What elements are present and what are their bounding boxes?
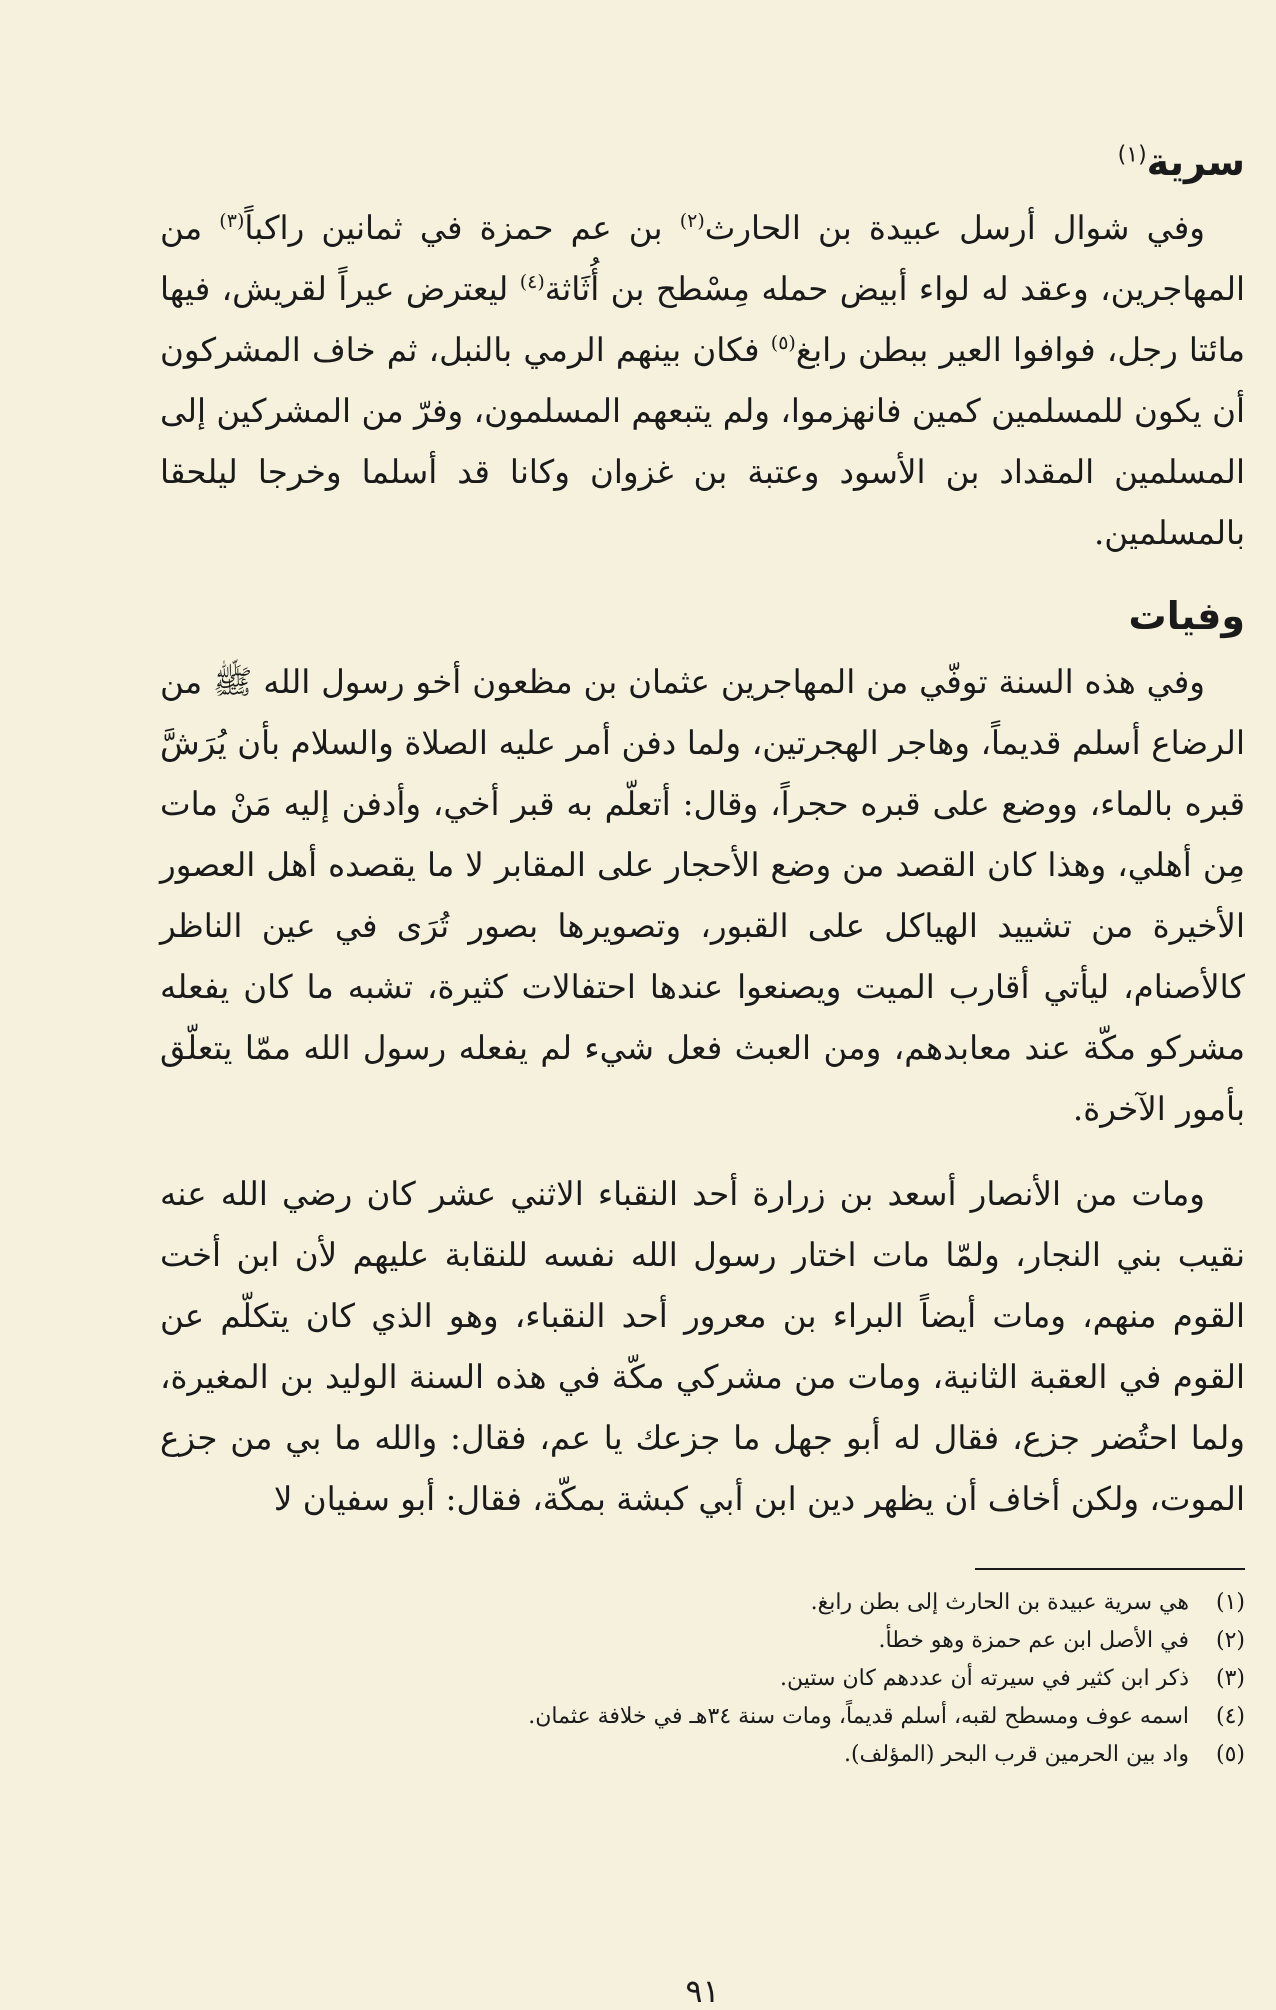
footnote-number: (٤): [1215, 1704, 1245, 1729]
text-run: وفي هذه السنة توفّي من المهاجرين عثمان بن مظعون أخو رسول الله ﷺ من الرضاع أسلم قديماً، وهاجر الهجرتين، ولما دفن أمر عليه الصلاة والسلام بأن يُرَشَّ قبره بالماء، ووضع على قبره حجراً، وقال: أتعلّم به قبر أخي، وأدفن إليه مَنْ مات مِن أهلي، وهذا كان القصد من وضع الأحجار على المقابر لا ما يقصده أهل العصور الأخيرة من تشييد الهياكل على القبور، وتصويرها بصور تُرَى في عين الناظر كالأصنام، ليأتي أقارب الميت ويصنعوا عندها احتفالات كثيرة، تشبه ما كان يفعله مشركو مكّة عند معابدهم، ومن العبث فعل شيء لم يفعله رسول الله ممّا يتعلّق بأمور الآخرة.: [160, 663, 1245, 1128]
paragraph-asad-ibn-zurara: [160, 1164, 1245, 1530]
text-run: ومات من الأنصار أسعد بن زرارة أحد النقباء الاثني عشر كان رضي الله عنه نقيب بني النجار، ولمّا مات اختار رسول الله نفسه للنقابة عليهم لأن ابن أخت القوم منهم، ومات أيضاً البراء بن معرور أحد النقباء، وهو الذي كان يتكلّم عن القوم في العقبة الثانية، ومات من مشركي مكّة في هذه السنة الوليد بن المغيرة، ولما احتُضر جزع، فقال له أبو جهل ما جزعك يا عم، فقال: والله ما بي من جزع الموت، ولكن أخاف أن يظهر دين ابن أبي كبشة بمكّة، فقال: أبو سفيان لا: [160, 1175, 1245, 1518]
footnote-text: في الأصل ابن عم حمزة وهو خطأ.: [878, 1628, 1189, 1653]
paragraph-gap: [160, 1140, 1245, 1164]
text-run: فكان بينهم الرمي بالنبل، ثم خاف المشركون أن يكون للمسلمين كمين فانهزموا، ولم يتبعهم المسلمون، وفرّ من المشركين إلى المسلمين المقداد بن الأسود وعتبة بن غزوان وكانا قد أسلما وخرجا ليلحقا بالمسلمين.: [160, 331, 1245, 552]
footnote-ref: (٢): [679, 210, 705, 233]
book-page: [160, 140, 1246, 2010]
text-run: ليعترض عيراً لقريش، فيها مائتا رجل، فوافوا العير ببطن رابغ: [160, 270, 1245, 369]
footnote-number: (٢): [1215, 1628, 1245, 1653]
footnotes-list: [160, 1584, 1245, 1774]
heading-footnote-ref: (١): [1117, 142, 1147, 168]
footnote-number: (٣): [1215, 1666, 1245, 1691]
footnote-item: [160, 1622, 1245, 1660]
footnote-text: ذكر ابن كثير في سيرته أن عددهم كان ستين.: [780, 1666, 1189, 1691]
text-run: من المهاجرين، وعقد له لواء أبيض حمله مِسْطح بن أُثَاثة: [160, 209, 1246, 308]
footnote-separator: [975, 1568, 1245, 1570]
text-run: بن عم حمزة في ثمانين راكباً: [244, 209, 680, 247]
footnote-number: (٥): [1215, 1742, 1245, 1767]
footnote-item: [160, 1660, 1245, 1698]
section-heading-sariyya: [160, 140, 1245, 184]
paragraph-uthman-ibn-mazun: [160, 652, 1245, 1140]
footnote-text: اسمه عوف ومسطح لقبه، أسلم قديماً، ومات سنة ٣٤هـ في خلافة عثمان.: [528, 1704, 1189, 1729]
paragraph-sariyya: [160, 198, 1245, 564]
section-title: وفيات: [1128, 594, 1245, 638]
section-heading-wafayat: [160, 594, 1245, 638]
text-run: وفي شوال أرسل عبيدة بن الحارث: [704, 209, 1205, 247]
footnote-item: [160, 1584, 1245, 1622]
footnote-text: واد بين الحرمين قرب البحر (المؤلف).: [843, 1742, 1189, 1767]
footnote-ref: (٣): [219, 210, 245, 233]
footnote-ref: (٥): [770, 332, 796, 355]
footnote-number: (١): [1215, 1590, 1245, 1615]
footnote-item: [160, 1698, 1245, 1736]
footnote-item: [160, 1736, 1245, 1774]
page-number: ٩١: [685, 1972, 720, 2010]
footnote-text: هي سرية عبيدة بن الحارث إلى بطن رابغ.: [810, 1590, 1189, 1615]
section-title: سرية: [1146, 140, 1245, 184]
footnote-ref: (٤): [519, 271, 545, 294]
